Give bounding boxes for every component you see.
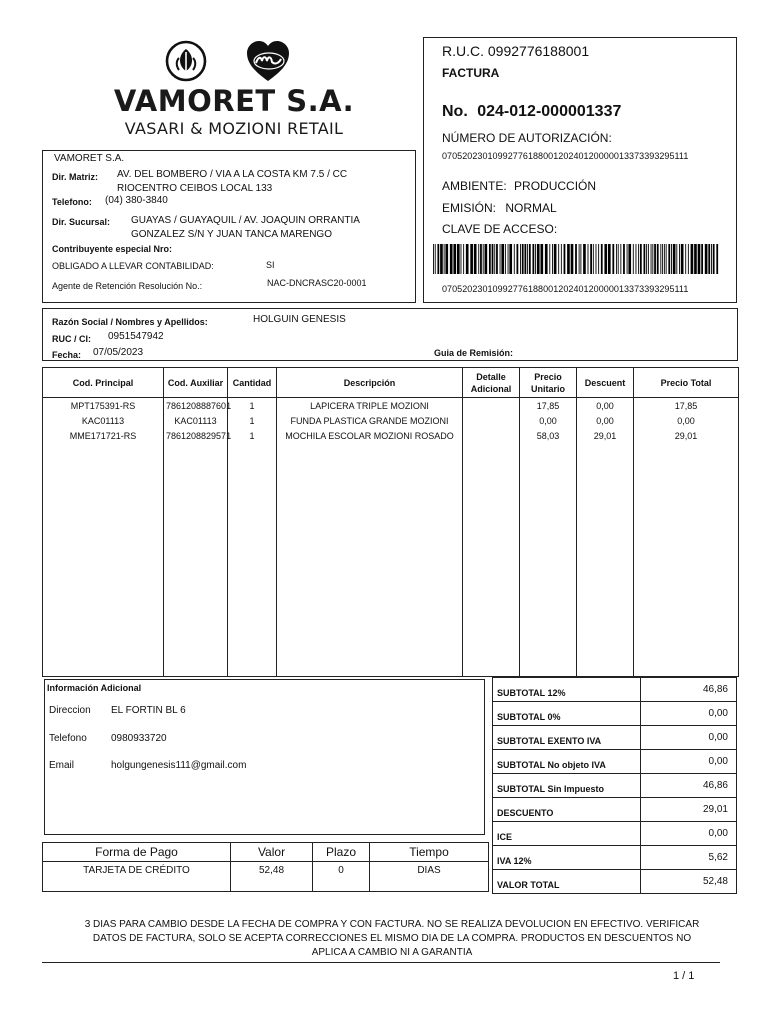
sucursal-label: Dir. Sucursal: <box>52 217 111 227</box>
sucursal-line2: GONZALEZ S/N Y JUAN TANCA MARENGO <box>131 229 332 240</box>
col-descuento: Descuent <box>577 368 634 398</box>
totals-row <box>493 774 737 798</box>
payment-header-row <box>43 843 489 862</box>
document-type: FACTURA <box>442 66 500 80</box>
obligado-label: OBLIGADO A LLEVAR CONTABILIDAD: <box>52 261 214 271</box>
totals-row <box>493 678 737 702</box>
matriz-line2: RIOCENTRO CEIBOS LOCAL 133 <box>117 183 273 194</box>
issuer-box <box>42 150 416 303</box>
totals-value: 52,48 <box>641 870 737 894</box>
policy-line-2: DATOS DE FACTURA, SOLO SE ACEPTA CORRECCIONES EL MISMO DIA DE LA COMPRA. PRODUCTOS EN DESCUENTOS NO <box>92 933 692 944</box>
company-tagline: VASARI & MOZIONI RETAIL <box>124 119 344 138</box>
totals-label: SUBTOTAL Sin Impuesto <box>493 774 641 798</box>
cell-desc: MOCHILA ESCOLAR MOZIONI ROSADO <box>277 431 463 446</box>
ambiente-value: PRODUCCIÓN <box>514 179 597 193</box>
authorization-number: 0705202301099277618800120240120000013373393295111 <box>442 151 689 161</box>
col-plazo: Plazo <box>313 843 370 862</box>
totals-value: 0,00 <box>641 702 737 726</box>
ambiente-label: AMBIENTE: <box>442 179 507 193</box>
col-detalle: Detalle Adicional <box>463 368 520 398</box>
obligado-value: SI <box>266 260 275 270</box>
table-row <box>43 416 739 431</box>
matriz-line1: AV. DEL BOMBERO / VIA A LA COSTA KM 7.5 / CC <box>117 169 348 180</box>
cell-cod: MPT175391-RS <box>43 398 164 417</box>
payment-row <box>43 862 489 892</box>
cell-total: 29,01 <box>634 431 739 446</box>
invoice-date: 07/05/2023 <box>93 347 144 358</box>
issuer-name: VAMORET S.A. <box>54 153 125 164</box>
cell-dsc: 0,00 <box>577 416 634 431</box>
totals-label: SUBTOTAL No objeto IVA <box>493 750 641 774</box>
additional-info-title: Información Adicional <box>47 683 142 693</box>
col-descripcion: Descripción <box>277 368 463 398</box>
client-box <box>42 308 738 361</box>
col-precio-unitario: Precio Unitario <box>520 368 577 398</box>
cell-qty: 1 <box>228 416 277 431</box>
totals-label: DESCUENTO <box>493 798 641 822</box>
totals-value: 29,01 <box>641 798 737 822</box>
payment-valor: 52,48 <box>231 862 313 892</box>
payment-tiempo: DIAS <box>370 862 489 892</box>
table-row <box>43 431 739 446</box>
guia-remision-label: Guia de Remisión: <box>434 348 514 358</box>
cell-total: 17,85 <box>634 398 739 417</box>
cell-total: 0,00 <box>634 416 739 431</box>
matriz-label: Dir. Matriz: <box>52 172 99 182</box>
items-table <box>42 367 739 677</box>
invoice-number: 024-012-000001337 <box>477 103 622 120</box>
additional-info-box <box>44 679 485 835</box>
col-cantidad: Cantidad <box>228 368 277 398</box>
totals-table <box>492 677 737 894</box>
footer-divider <box>42 962 720 963</box>
cell-aux: KAC01113 <box>164 416 228 431</box>
leaf-logo-icon <box>162 40 210 82</box>
cell-aux: 7861208887601 <box>164 398 228 417</box>
payment-forma: TARJETA DE CRÉDITO <box>43 862 231 892</box>
cell-qty: 1 <box>228 431 277 446</box>
totals-label: IVA 12% <box>493 846 641 870</box>
totals-row <box>493 846 737 870</box>
access-key-label: CLAVE DE ACCESO: <box>442 222 558 236</box>
table-row <box>43 398 739 417</box>
col-cod-auxiliar: Cod. Auxiliar <box>164 368 228 398</box>
direccion-label: Direccion <box>49 705 91 716</box>
totals-row <box>493 750 737 774</box>
totals-row <box>493 870 737 894</box>
totals-label: VALOR TOTAL <box>493 870 641 894</box>
cell-dsc: 29,01 <box>577 431 634 446</box>
cell-cod: KAC01113 <box>43 416 164 431</box>
table-filler-row <box>43 446 739 677</box>
email-label: Email <box>49 760 75 771</box>
totals-row <box>493 702 737 726</box>
return-policy-note <box>42 918 742 960</box>
telefono-value: 0980933720 <box>111 733 167 744</box>
cell-det <box>463 398 520 417</box>
cell-det <box>463 431 520 446</box>
totals-value: 5,62 <box>641 846 737 870</box>
authorization-label: NÚMERO DE AUTORIZACIÓN: <box>442 131 612 145</box>
client-name: HOLGUIN GENESIS <box>253 314 346 325</box>
page-number: 1 / 1 <box>673 970 695 982</box>
totals-label: ICE <box>493 822 641 846</box>
email-value: holgungenesis111@gmail.com <box>111 760 247 771</box>
telefono-label: Telefono <box>49 733 87 744</box>
cell-qty: 1 <box>228 398 277 417</box>
col-forma-pago: Forma de Pago <box>43 843 231 862</box>
cell-pu: 58,03 <box>520 431 577 446</box>
cell-desc: FUNDA PLASTICA GRANDE MOZIONI <box>277 416 463 431</box>
totals-value: 46,86 <box>641 678 737 702</box>
totals-value: 46,86 <box>641 774 737 798</box>
ruc-label: R.U.C. <box>442 43 484 59</box>
policy-line-1: 3 DIAS PARA CAMBIO DESDE LA FECHA DE COMPRA Y CON FACTURA. NO SE REALIZA DEVOLUCION EN EFECTIVO. VERIFICAR <box>84 919 700 930</box>
date-label: Fecha: <box>52 350 82 360</box>
cell-aux: 7861208829571 <box>164 431 228 446</box>
emision-label: EMISIÓN: <box>442 201 497 215</box>
heart-logo-icon <box>244 39 292 83</box>
payment-table <box>42 842 489 892</box>
items-header-row <box>43 368 739 398</box>
agente-value: NAC-DNCRASC20-0001 <box>267 278 367 288</box>
invoice-number-label: No. <box>442 103 468 120</box>
client-name-label: Razón Social / Nombres y Apellidos: <box>52 317 208 327</box>
sucursal-line1: GUAYAS / GUAYAQUIL / AV. JOAQUIN ORRANTIA <box>131 215 360 226</box>
col-precio-total: Precio Total <box>634 368 739 398</box>
contribuyente-label: Contribuyente especial Nro: <box>52 244 173 254</box>
company-name: VAMORET S.A. <box>113 84 355 118</box>
totals-label: SUBTOTAL 0% <box>493 702 641 726</box>
direccion-value: EL FORTIN BL 6 <box>111 705 186 716</box>
col-cod-principal: Cod. Principal <box>43 368 164 398</box>
cell-pu: 0,00 <box>520 416 577 431</box>
totals-row <box>493 726 737 750</box>
client-ruc-label: RUC / CI: <box>52 334 91 344</box>
totals-row <box>493 798 737 822</box>
access-key-barcode <box>433 244 719 274</box>
cell-desc: LAPICERA TRIPLE MOZIONI <box>277 398 463 417</box>
col-tiempo: Tiempo <box>370 843 489 862</box>
phone-label: Telefono: <box>52 197 92 207</box>
emision-value: NORMAL <box>505 201 557 215</box>
totals-row <box>493 822 737 846</box>
issuer-phone: (04) 380-3840 <box>105 195 168 206</box>
payment-plazo: 0 <box>313 862 370 892</box>
totals-value: 0,00 <box>641 822 737 846</box>
totals-label: SUBTOTAL 12% <box>493 678 641 702</box>
access-key-number: 0705202301099277618800120240120000013373393295111 <box>442 284 689 294</box>
totals-value: 0,00 <box>641 726 737 750</box>
totals-label: SUBTOTAL EXENTO IVA <box>493 726 641 750</box>
cell-det <box>463 416 520 431</box>
col-valor: Valor <box>231 843 313 862</box>
cell-pu: 17,85 <box>520 398 577 417</box>
policy-line-3: APLICA A CAMBIO NI A GARANTIA <box>311 947 473 958</box>
totals-value: 0,00 <box>641 750 737 774</box>
agente-label: Agente de Retención Resolución No.: <box>52 281 203 291</box>
ruc-value: 0992776188001 <box>487 43 590 59</box>
cell-cod: MME171721-RS <box>43 431 164 446</box>
cell-dsc: 0,00 <box>577 398 634 417</box>
client-ruc: 0951547942 <box>108 331 164 342</box>
